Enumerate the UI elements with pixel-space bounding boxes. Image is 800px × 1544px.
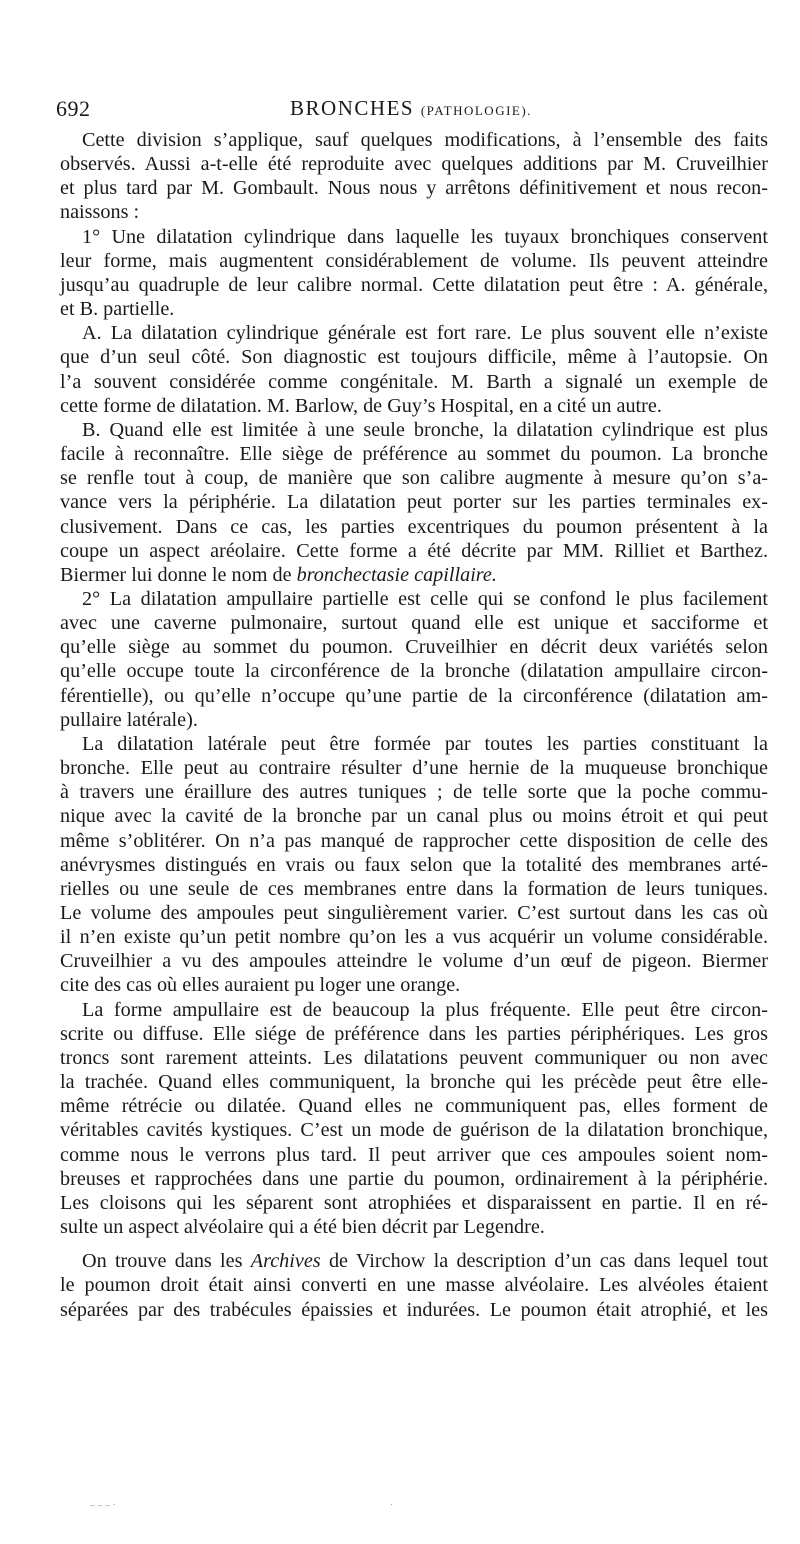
page-number: 692 [56, 96, 91, 121]
text-line: 1° Une dilatation cylindrique dans laquelle les tuyaux bronchiques conservent [82, 225, 768, 248]
text-line: naissons : [60, 201, 140, 224]
text-line: même rétrécie ou dilatée. Quand elles ne communiquent pas, elles forment de [60, 1095, 768, 1118]
text-line: rielles ou une seule de ces membranes entre dans la formation de leurs tuniques. [60, 877, 768, 900]
text-line: A. La dilatation cylindrique générale est fort rare. Le plus souvent elle n’existe [82, 322, 768, 345]
text-line: vance vers la périphérie. La dilatation peut porter sur les parties terminales ex- [60, 491, 768, 514]
text-line: même s’oblitérer. On n’a pas manqué de rapprocher cette disposition de celle des [60, 829, 768, 852]
paragraph [60, 587, 768, 732]
text-line: férentielle), ou qu’elle n’occupe qu’une partie de la circonférence (dilatation am- [60, 684, 768, 707]
text-line: troncs sont rarement atteints. Les dilatations peuvent communiquer ou non avec [60, 1046, 768, 1069]
paragraph [60, 732, 768, 998]
text-line: scrite ou diffuse. Elle siége de préférence dans les parties périphériques. Les gros [60, 1022, 768, 1045]
text-line: comme nous le verrons plus tard. Il peut arriver que ces ampoules soient nom- [60, 1143, 768, 1166]
text-line: breuses et rapprochées dans une partie du poumon, ordinairement à la périphérie. [60, 1167, 768, 1190]
page-header [56, 96, 766, 126]
text-line: avec une caverne pulmonaire, surtout quand elle est unique et sacciforme et [60, 612, 768, 635]
text-line: jusqu’au quadruple de leur calibre normal. Cette dilatation peut être : A. générale, [60, 273, 768, 296]
running-head-title: BRONCHES [290, 96, 415, 120]
text-line: cite des cas où elles auraient pu loger une orange. [60, 974, 461, 997]
text-line: coupe un aspect aréolaire. Cette forme a été décrite par MM. Rilliet et Barthez. [60, 539, 768, 562]
text-line: B. Quand elle est limitée à une seule bronche, la dilatation cylindrique est plus [82, 418, 768, 441]
text-line: nique avec la cavité de la bronche par un canal plus ou moins étroit et qui peut [60, 805, 768, 828]
text-line: sulte un aspect alvéolaire qui a été bien décrit par Legendre. [60, 1216, 545, 1239]
text-run: Biermer lui donne le nom de [60, 563, 292, 586]
text-line: séparées par des trabécules épaissies et indurées. Le poumon était atrophié, et les [60, 1298, 768, 1321]
paragraph [60, 321, 768, 418]
text-line: qu’elle occupe toute la circonférence de la bronche (dilatation ampullaire circon- [60, 660, 768, 683]
running-head [56, 96, 766, 121]
text-line: et B. partielle. [60, 298, 175, 321]
paragraph [60, 418, 768, 587]
text-line: Les cloisons qui les séparent sont atrophiées et disparaissent en partie. Il en ré- [60, 1191, 768, 1214]
text-line: le poumon droit était ainsi converti en une masse alvéolaire. Les alvéoles étaient [60, 1274, 768, 1297]
text-line [60, 1249, 768, 1273]
text-line: véritables cavités kystiques. C’est un mode de guérison de la dilatation bronchique, [60, 1119, 768, 1142]
italic-term: bronchectasie capillaire. [296, 563, 497, 586]
text-run: On trouve dans les [82, 1250, 243, 1273]
text-line: Cruveilhier a vu des ampoules atteindre le volume d’un œuf de pigeon. Biermer [60, 950, 768, 973]
text-line: leur forme, mais augmentent considérablement de volume. Ils peuvent atteindre [60, 249, 768, 272]
paragraph [60, 998, 768, 1240]
text-line: La dilatation latérale peut être formée par toutes les parties constituant la [82, 732, 768, 755]
text-line: cette forme de dilatation. M. Barlow, de Guy’s Hospital, en a cité un autre. [60, 394, 662, 417]
text-line: anévrysmes distingués en vrais ou faux selon que la totalité des membranes arté- [60, 853, 768, 876]
text-line: bronche. Elle peut au contraire résulter d’une hernie de la muqueuse bronchique [60, 757, 768, 780]
text-line: et plus tard par M. Gombault. Nous nous y arrêtons définitivement et nous recon- [60, 177, 768, 200]
paragraph [60, 128, 768, 225]
paragraph [60, 225, 768, 322]
body-text [60, 128, 768, 1322]
text-run: de Virchow la description d’un cas dans lequel tout [328, 1250, 769, 1273]
text-line: 2° La dilatation ampullaire partielle est celle qui se confond le plus facilement [82, 587, 768, 610]
italic-term: Archives [250, 1250, 321, 1273]
scan-dash: – – – · [90, 1500, 116, 1511]
text-line: il n’en existe qu’un petit nombre qu’on les a vus acquérir un volume considérable. [60, 926, 768, 949]
text-line: Le volume des ampoules peut singulièrement varier. C’est surtout dans les cas où [60, 902, 768, 924]
text-line: pullaire latérale). [60, 708, 198, 731]
text-line: facile à reconnaître. Elle siège de préférence au sommet du poumon. La bronche [60, 443, 768, 466]
text-line: se renfle tout à coup, de manière que son calibre augmente à mesure qu’on s’a- [60, 467, 768, 490]
scan-dot: · [390, 1500, 394, 1511]
running-head-subtitle: (PATHOLOGIE). [420, 103, 532, 118]
text-line: La forme ampullaire est de beaucoup la plus fréquente. Elle peut être circon- [82, 998, 768, 1021]
scan-marks [90, 1500, 710, 1510]
text-line [60, 563, 768, 587]
text-line: l’a souvent considérée comme congénitale. M. Barth a signalé un exemple de [60, 370, 768, 393]
text-line: clusivement. Dans ce cas, les parties excentriques du poumon présentent à la [60, 515, 768, 538]
paragraph [60, 1249, 768, 1321]
text-line: à travers une éraillure des autres tuniques ; de telle sorte que la poche commu- [60, 781, 768, 804]
text-line: la trachée. Quand elles communiquent, la bronche qui les précède peut être elle- [60, 1071, 768, 1094]
text-line: qu’elle siège au sommet du poumon. Cruveilhier en décrit deux variétés selon [60, 636, 768, 659]
text-line: Cette division s’applique, sauf quelques modifications, à l’ensemble des faits [82, 129, 768, 151]
text-line: que d’un seul côté. Son diagnostic est toujours difficile, même à l’autopsie. On [60, 346, 768, 369]
text-line: observés. Aussi a-t-elle été reproduite avec quelques additions par M. Cruveilhier [60, 153, 768, 176]
